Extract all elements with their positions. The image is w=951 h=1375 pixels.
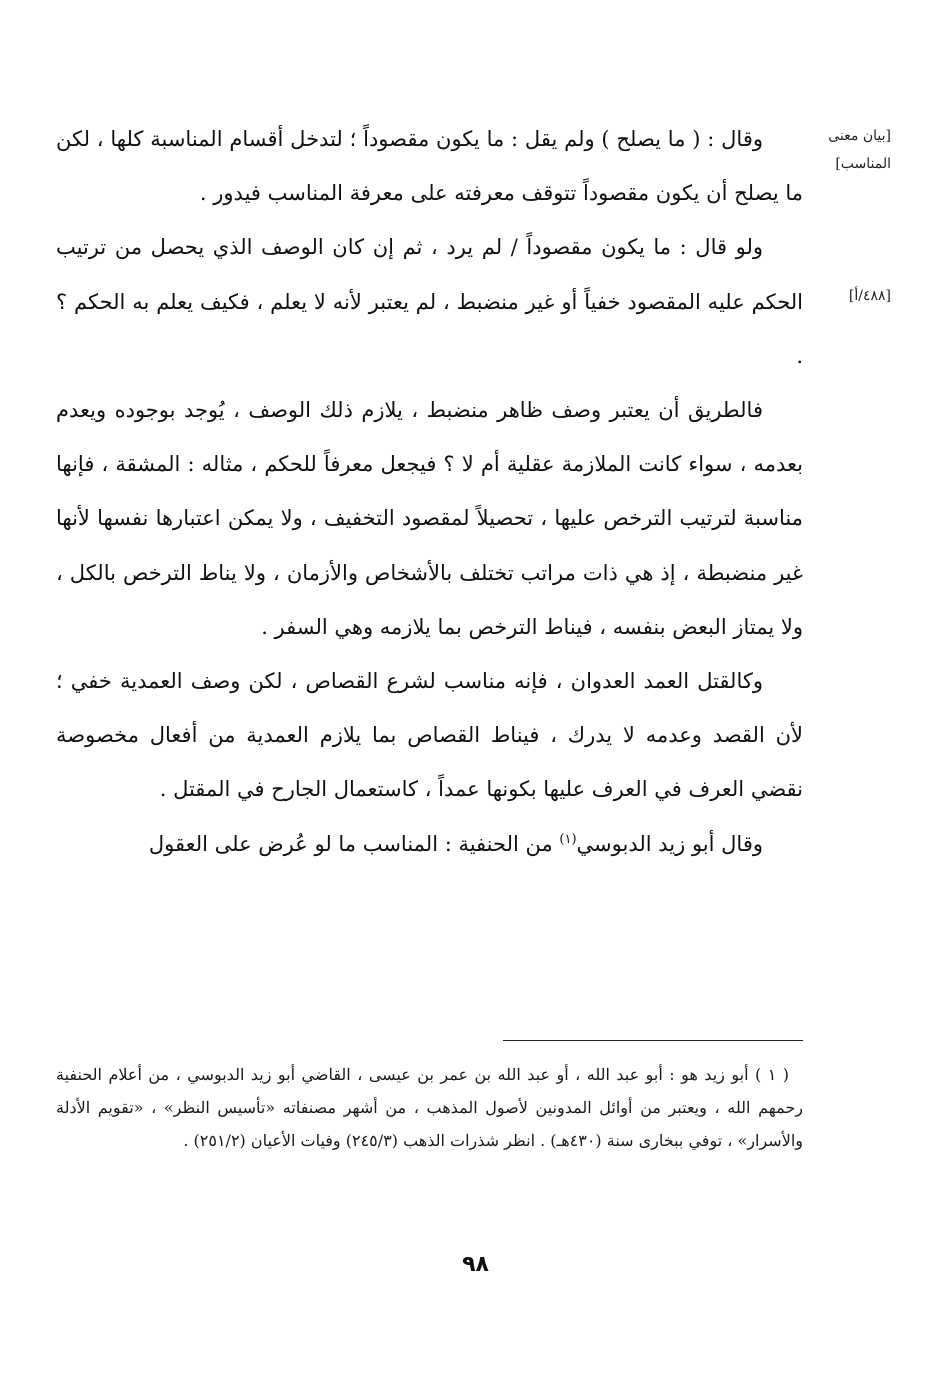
paragraph-5-start: وقال أبو زيد الدبوسي (576, 831, 763, 856)
page-number: ٩٨ (462, 1252, 489, 1277)
footnote-divider (503, 1040, 803, 1041)
margin-note-folio: [٤٨٨/أ] (848, 288, 891, 304)
footnote-1: ( ١ ) أبو زيد هو : أبو عبد الله ، أو عبد الله بن عمر بن عيسى ، القاضي أبو زيد الدبوسي ، من أعلام الحنفية رحمهم الله ، ويعتبر من أوائل المدونين لأصول المذهب ، من أشهر مصنفاته «تأسيس النظر» ، «تقويم الأدلة والأسرار» ، توفي ببخارى سنة (٤٣٠هـ) . انظر شذرات الذهب (٢٤٥/٣) وفيات الأعيان (٢٥١/٢) . (56, 1065, 803, 1150)
paragraph-4: وكالقتل العمد العدوان ، فإنه مناسب لشرع القصاص ، لكن وصف العمدية خفي ؛ لأن القصد وعدمه لا يدرك ، فيناط القصاص بما يلازم العمدية من أفعال مخصوصة نقضي العرف في العرف عليها بكونها عمداً ، كاستعمال الجارح في المقتل . (56, 669, 803, 802)
paragraph-5 (56, 817, 803, 871)
margin-note-topic: [بيان معنى المناسب] (828, 128, 891, 172)
main-text (56, 112, 803, 871)
paragraph-2: ولو قال : ما يكون مقصوداً / لم يرد ، ثم إن كان الوصف الذي يحصل من ترتيب الحكم عليه المقصود خفياً أو غير منضبط ، لم يعتبر لأنه لا يعلم ، فكيف يعلم به الحكم ؟ . (56, 235, 803, 368)
footnote-reference: (١) (559, 831, 577, 847)
paragraph-1: وقال : ( ما يصلح ) ولم يقل : ما يكون مقصوداً ؛ لتدخل أقسام المناسبة كلها ، لكن ما يصلح أن يكون مقصوداً تتوقف معرفته على معرفة المناسب فيدور . (56, 127, 803, 206)
footnotes (56, 1058, 803, 1157)
paragraph-5-end: من الحنفية : المناسب ما لو عُرض على العقول (148, 831, 560, 856)
paragraph-3: فالطريق أن يعتبر وصف ظاهر منضبط ، يلازم ذلك الوصف ، يُوجد بوجوده ويعدم بعدمه ، سواء كانت الملازمة عقلية أم لا ؟ فيجعل معرفاً للحكم ، مثاله : المشقة ، فإنها مناسبة لترتيب الترخص عليها ، تحصيلاً لمقصود التخفيف ، ولا يمكن اعتبارها نفسها لأنها غير منضبطة ، إذ هي ذات مراتب تختلف بالأشخاص والأزمان ، ولا يناط الترخص بالكل ، ولا يمتاز البعض بنفسه ، فيناط الترخص بما يلازمه وهي السفر . (56, 398, 803, 639)
